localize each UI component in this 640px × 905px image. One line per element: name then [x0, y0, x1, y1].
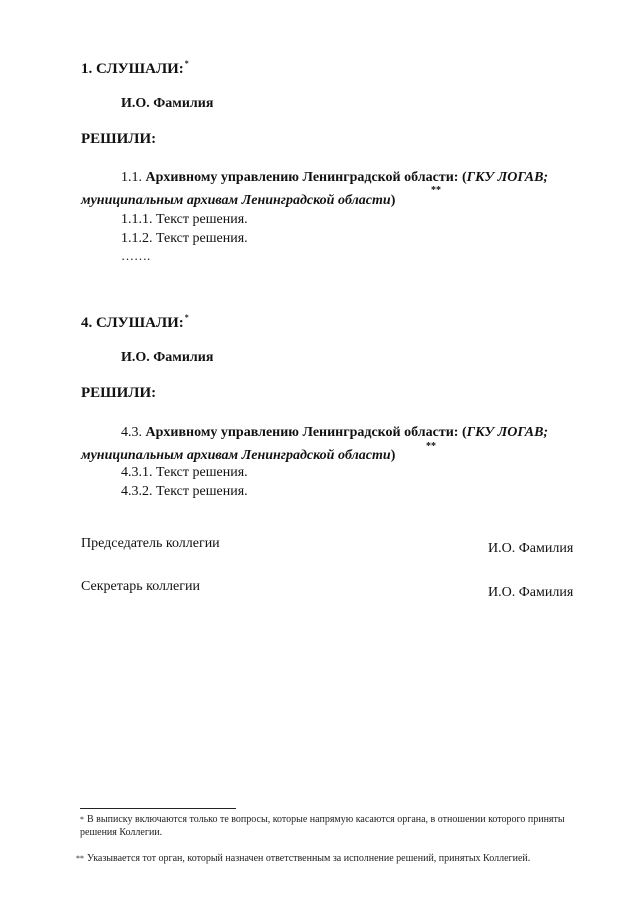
footnote-text: В выписку включаются только те вопросы, которые напрямую касаются органа, в отношении которого приняты решения Коллегии.: [80, 814, 565, 838]
item-close: ): [390, 193, 396, 208]
footnote-mark-double: **: [426, 441, 436, 452]
footnote: [80, 813, 590, 839]
section-4-item-cont: [81, 448, 395, 464]
footnote: [76, 852, 596, 865]
footnote-mark-double: **: [431, 185, 441, 196]
signature-role: Секретарь коллегии: [81, 579, 200, 594]
ellipsis: …….: [121, 248, 151, 263]
footnote-mark: **: [76, 854, 84, 863]
section-1-item: [121, 170, 548, 186]
item-italic-text-2: муниципальным архивам Ленинградской области: [81, 193, 391, 208]
section-4-speaker: И.О. Фамилия: [121, 350, 214, 365]
footnote-mark: *: [184, 59, 189, 68]
footnote-mark: *: [80, 815, 84, 824]
signature-name: И.О. Фамилия: [488, 541, 574, 556]
item-italic-text-2: муниципальным архивам Ленинградской области: [81, 448, 391, 463]
section-1-decided: РЕШИЛИ:: [81, 131, 157, 147]
item-number: 1.1.: [121, 170, 142, 185]
item-italic-text: ГКУ ЛОГАВ;: [466, 425, 549, 440]
section-1-item-cont: [81, 193, 395, 209]
item-bold-text: Архивному управлению Ленинградской области: (: [145, 425, 467, 440]
item-close: ): [390, 448, 396, 463]
section-1-speaker: И.О. Фамилия: [121, 96, 214, 111]
footnote-mark: *: [184, 313, 189, 322]
section-4-heading: 4. СЛУШАЛИ:*: [81, 313, 189, 331]
item-italic-text: ГКУ ЛОГАВ;: [466, 170, 549, 185]
subitem: 1.1.2. Текст решения.: [121, 231, 248, 246]
subitem: 4.3.1. Текст решения.: [121, 465, 248, 480]
item-number: 4.3.: [121, 425, 142, 440]
item-bold-text: Архивному управлению Ленинградской области: (: [145, 170, 467, 185]
footnote-divider: [80, 808, 236, 809]
section-4-item: [121, 425, 548, 441]
footnote-text: Указывается тот орган, который назначен ответственным за исполнение решений, принятых Коллегией.: [87, 853, 531, 864]
subitem: 4.3.2. Текст решения.: [121, 484, 248, 499]
subitem: 1.1.1. Текст решения.: [121, 212, 248, 227]
signature-name: И.О. Фамилия: [488, 585, 574, 600]
signature-role: Председатель коллегии: [81, 536, 220, 551]
section-1-heading: 1. СЛУШАЛИ:*: [81, 59, 189, 77]
section-4-decided: РЕШИЛИ:: [81, 385, 157, 401]
